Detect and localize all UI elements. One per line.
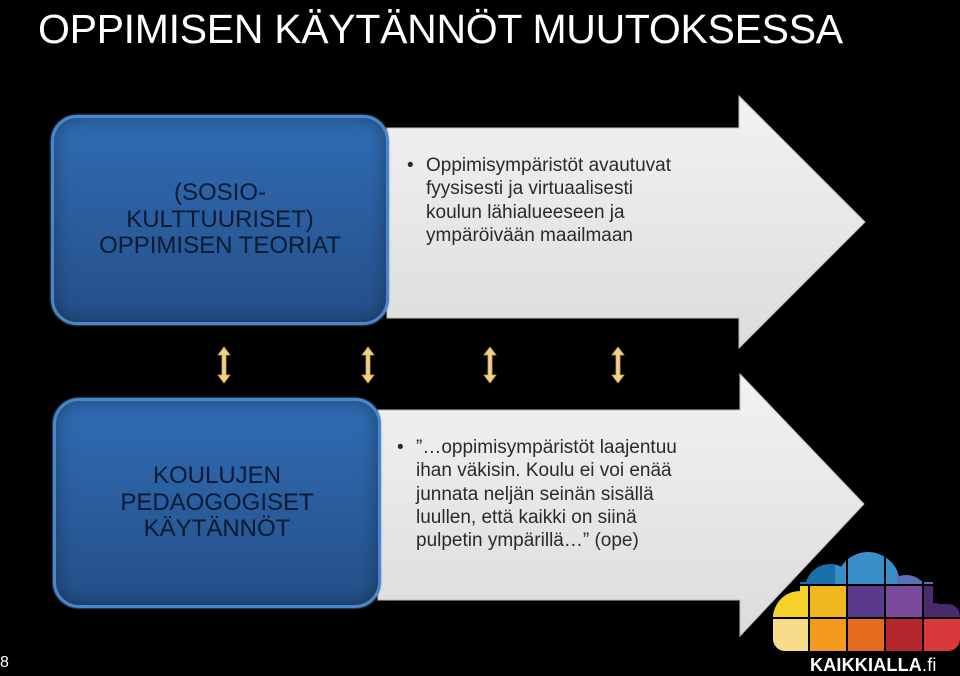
theories-box [51, 115, 389, 325]
bullet-point: • [407, 155, 414, 176]
theories-box-label: (SOSIO- KULTTUURISET) OPPIMISEN TEORIAT [99, 178, 341, 260]
bottom-arrow-quote: ”…oppimisympäristöt laajentuu ihan väkisin. Koulu ei voi enää junnata neljän seinän sisällä luullen, että kaikki on siinä pulpetin ympärillä…” (ope) [416, 437, 677, 552]
brand-name: KAIKKIALLA [810, 655, 922, 675]
brand-suffix: .fi [922, 655, 937, 675]
slide-title: OPPIMISEN KÄYTÄNNÖT MUUTOKSESSA [38, 6, 843, 52]
practices-box [53, 398, 381, 608]
cloud-logo-icon [773, 552, 960, 651]
bottom-arrow-text [397, 436, 777, 553]
double-arrow-icon [216, 346, 232, 384]
brand-wordmark [810, 655, 937, 676]
bullet-point: • [397, 437, 404, 458]
top-arrow-paragraph: Oppimisympäristöt avautuvat fyysisesti ja virtuaalisesti koulun lähialueeseen ja ympäröivään maailmaan [426, 155, 671, 247]
page-number: 8 [0, 654, 9, 671]
top-arrow-text [407, 154, 767, 247]
practices-box-label: KOULUJEN PEDAOGOGISET KÄYTÄNNÖT [120, 461, 314, 543]
